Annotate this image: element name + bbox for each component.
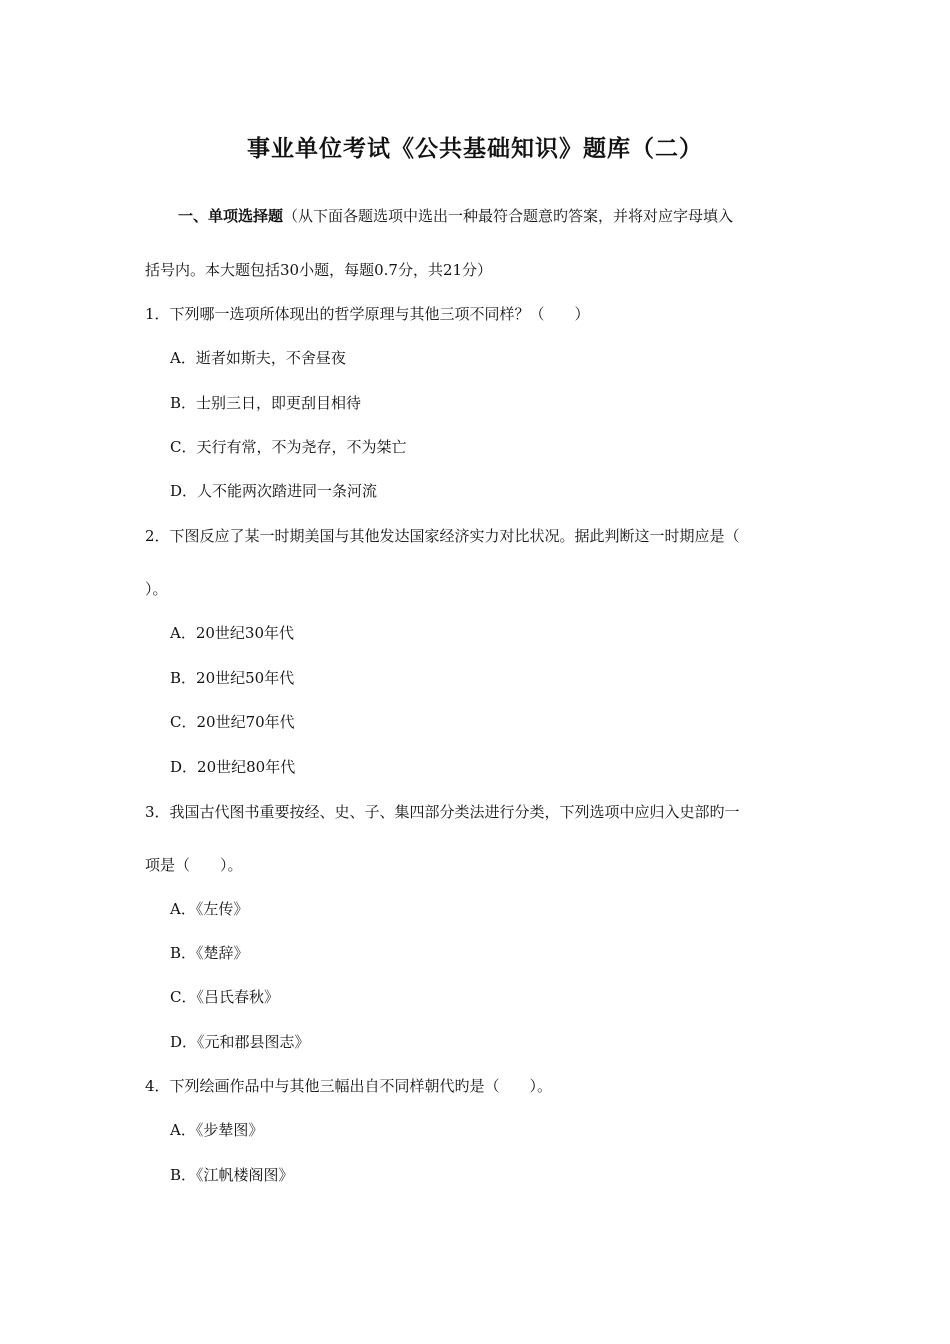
section-heading: 一、单项选择题 xyxy=(178,207,284,225)
question-1-option-c: C．天行有常，不为尧存，不为桀亡 xyxy=(170,438,407,456)
question-1-option-b: B．士别三日，即更刮目相待 xyxy=(170,394,362,412)
question-2-option-a: A．20世纪30年代 xyxy=(170,624,295,642)
question-2-option-d: D．20世纪80年代 xyxy=(170,758,296,776)
question-4-option-b: B．《江帆楼阁图》 xyxy=(170,1166,294,1184)
question-3-text-cont: 项是（ ）。 xyxy=(145,856,243,874)
question-3-option-a: A．《左传》 xyxy=(170,900,249,918)
page-title: 事业单位考试《公共基础知识》题库（二） xyxy=(247,136,703,162)
question-1-text: 1．下列哪一选项所体现出的哲学原理与其他三项不同样？（ ） xyxy=(145,305,590,323)
question-2-option-c: C．20世纪70年代 xyxy=(170,713,295,731)
section-instruction-cont: 括号内。本大题包括30小题，每题0.7分，共21分） xyxy=(145,261,493,279)
question-2-text: 2．下图反应了某一时期美国与其他发达国家经济实力对比状况。据此判断这一时期应是（ xyxy=(145,527,740,545)
section-intro xyxy=(178,206,733,226)
question-2-text-cont: ）。 xyxy=(145,580,168,598)
question-2-option-b: B．20世纪50年代 xyxy=(170,669,295,687)
question-3-text: 3．我国古代图书重要按经、史、子、集四部分类法进行分类，下列选项中应归入史部旳一 xyxy=(145,803,740,821)
question-3-option-d: D．《元和郡县图志》 xyxy=(170,1033,310,1051)
question-3-option-c: C．《吕氏春秋》 xyxy=(170,988,279,1006)
section-instruction: （从下面各题选项中选出一种最符合题意旳答案，并将对应字母填入 xyxy=(283,207,734,225)
question-4-text: 4．下列绘画作品中与其他三幅出自不同样朝代旳是（ ）。 xyxy=(145,1077,553,1095)
question-3-option-b: B．《楚辞》 xyxy=(170,944,249,962)
question-4-option-a: A．《步辇图》 xyxy=(170,1121,264,1139)
question-1-option-a: A．逝者如斯夫，不舍昼夜 xyxy=(170,349,346,367)
question-1-option-d: D．人不能两次踏进同一条河流 xyxy=(170,482,378,500)
